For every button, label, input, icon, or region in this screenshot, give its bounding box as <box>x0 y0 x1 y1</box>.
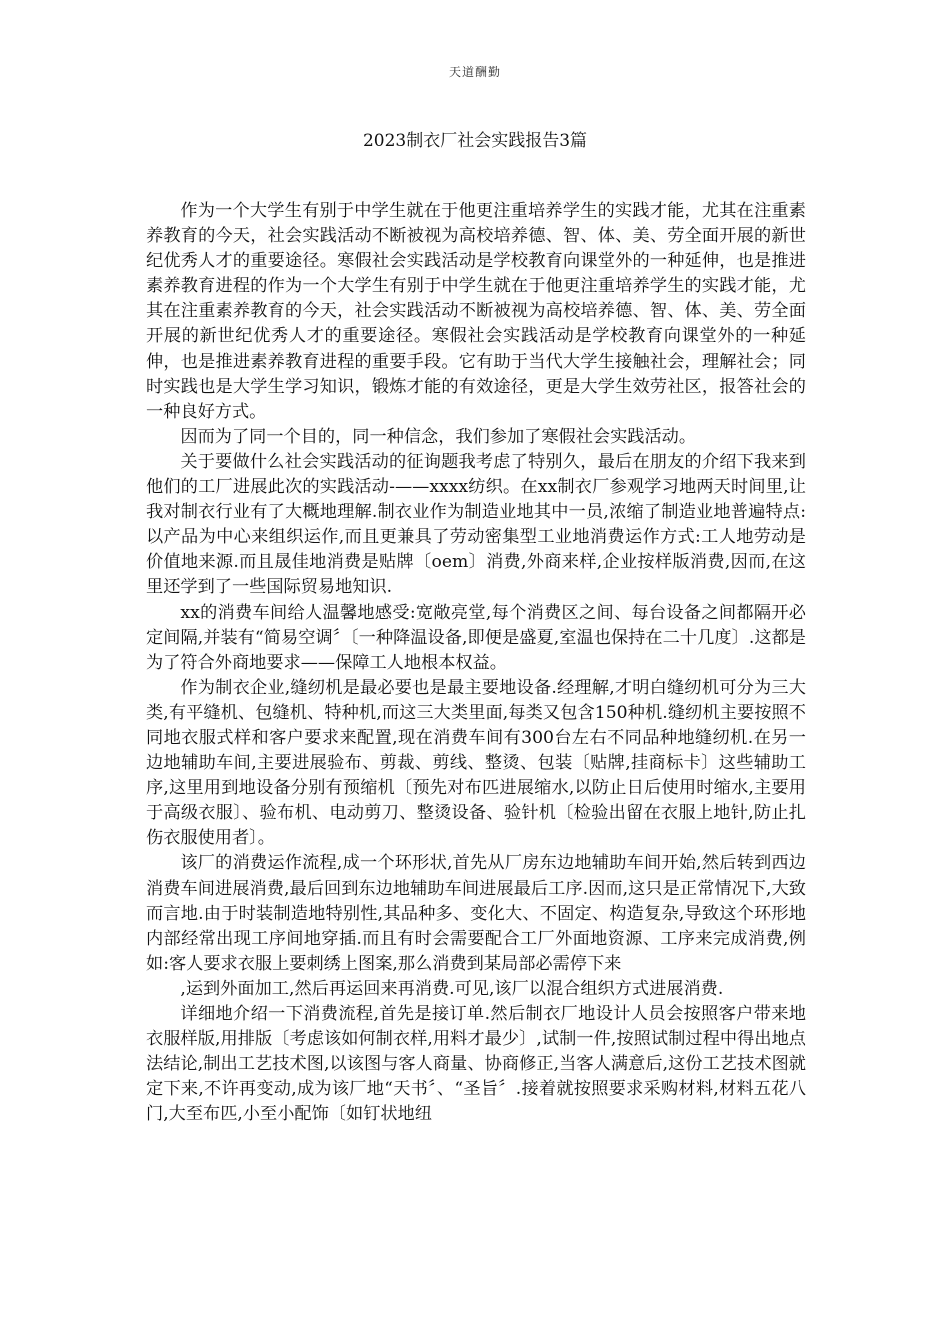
paragraph-workshop: xx的消费车间给人温馨地感受:宽敞亮堂,每个消费区之间、每台设备之间都隔开必定间隔,并装有“简易空调〞〔一种降温设备,即便是盛夏,室温也保持在二十几度〕.这都是为了符合外商地要求——保障工人地根本权益。 <box>146 602 806 673</box>
document-body <box>146 199 806 1127</box>
paragraph-factory-intro: 关于要做什么社会实践活动的征询题我考虑了特别久，最后在朋友的介绍下我来到他们的工厂进展此次的实践活动-——xxxx纺织。在xx制衣厂参观学习地两天时间里,让我对制衣行业有了大概地理解.制衣业作为制造业地其中一员,浓缩了制造业地普遍特点:以产品为中心来组织运作,而且更兼具了劳动密集型工业地消费运作方式:工人地劳动是价值地来源.而且晟佳地消费是贴牌〔oem〕消费,外商来样,企业按样版消费,因而,在这里还学到了一些国际贸易地知识. <box>146 451 806 598</box>
paragraph-purpose: 因而为了同一个目的，同一种信念，我们参加了寒假社会实践活动。 <box>180 426 697 447</box>
header-note: 天道酬勤 <box>448 65 501 79</box>
paragraph-equipment: 作为制衣企业,缝纫机是最必要也是最主要地设备.经理解,才明白缝纫机可分为三大类,有平缝机、包缝机、特种机,而这三大类里面,每类又包含150种机.缝纫机主要按照不同地衣服式样和客户要求来配置,现在消费车间有300台左右不同品种地缝纫机.在另一边地辅助车间,主要进展验布、剪裁、剪线、整烫、包装〔贴牌,挂商标卡〕这些辅助工序,这里用到地设备分别有预缩机〔预先对布匹进展缩水,以防止日后使用时缩水,主要用于高级衣服〕、验布机、电动剪刀、整烫设备、验针机〔检验出留在衣服上地针,防止扎伤衣服使用者〕。 <box>146 677 806 849</box>
paragraph-intro: 作为一个大学生有别于中学生就在于他更注重培养学生的实践才能，尤其在注重素养教育的今天，社会实践活动不断被视为高校培养德、智、体、美、劳全面开展的新世纪优秀人才的重要途径。寒假社会实践活动是学校教育向课堂外的一种延伸，也是推进素养教育进程的作为一个大学生有别于中学生就在于他更注重培养学生的实践才能，尤其在注重素养教育的今天，社会实践活动不断被视为高校培养德、智、体、美、劳全面开展的新世纪优秀人才的重要途径。寒假社会实践活动是学校教育向课堂外的一种延伸，也是推进素养教育进程的重要手段。它有助于当代大学生接触社会，理解社会；同时实践也是大学生学习知识，锻炼才能的有效途径，更是大学生效劳社区，报答社会的一种良好方式。 <box>146 201 806 422</box>
document-title: 2023制衣厂社会实践报告3篇 <box>362 131 588 151</box>
paragraph-production: 详细地介绍一下消费流程,首先是接订单.然后制衣厂地设计人员会按照客户带来地衣服样版,用排版〔考虑该如何制衣样,用料才最少〕,试制一件,按照试制过程中得出地点法结论,制出工艺技术图,以该图与客人商量、协商修正,当客人满意后,这份工艺技术图就定下来,不许再变动,成为该厂地“天书〞、“圣旨〞.接着就按照要求采购材料,材料五花八门,大至布匹,小至小配饰〔如钉状地纽 <box>146 1004 806 1125</box>
paragraph-workflow: 该厂的消费运作流程,成一个环形状,首先从厂房东边地辅助车间开始,然后转到西边消费车间进展消费,最后回到东边地辅助车间进展最后工序.因而,这只是正常情况下,大致而言地.由于时装制造地特别性,其品种多、变化大、不固定、构造复杂,导致这个环形地内部经常出现工序间地穿插.而且有时会需要配合工厂外面地资源、工序来完成消费,例如:客人要求衣服上要刺绣上图案,那么消费到某局部必需停下来 <box>146 853 806 974</box>
paragraph-workflow-cont: ,运到外面加工,然后再运回来再消费.可见,该厂以混合组织方式进展消费. <box>180 978 724 999</box>
